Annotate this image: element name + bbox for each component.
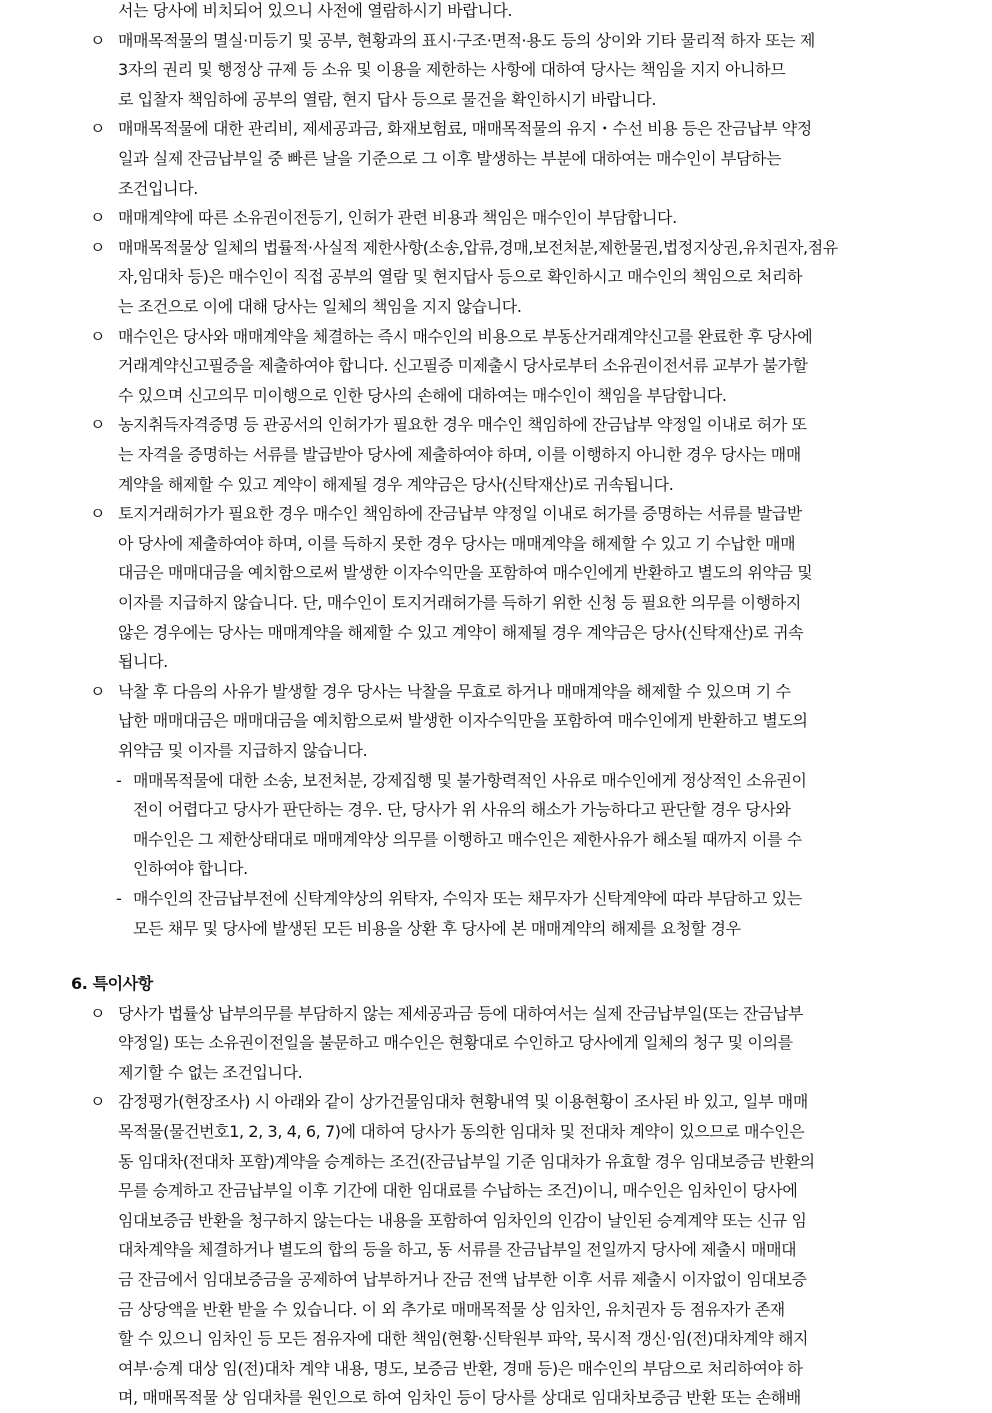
bullet-marker: ㅇ [90,326,106,346]
text-line: 수 있으며 신고의무 미이행으로 인한 당사의 손해에 대하여는 매수인이 책임을 부담합니다. [118,385,727,405]
text-line: 대금은 매매대금을 예치함으로써 발생한 이자수익만을 포함하여 매수인에게 반환하고 별도의 위약금 및 [118,563,813,583]
bullet-item: ㅇ 감정평가(현장조사) 시 아래와 같이 상가건물임대차 현황내역 및 이용현황이 조사된 바 있고, 일부 매매 [90,1087,808,1117]
bullet-marker: ㅇ [90,208,106,228]
text-line: 3자의 권리 및 행정상 규제 등 소유 및 이용을 제한하는 사항에 대하여 당사는 책임을 지지 아니하므 [118,60,786,80]
text-line: 약정일) 또는 소유권이전일을 불문하고 매수인은 현황대로 수인하고 당사에게 일체의 청구 및 이의를 [118,1033,793,1053]
text-line: 무를 승계하고 잔금납부일 이후 기간에 대한 임대료를 수납하는 조건)이니, 매수인은 임차인이 당사에 [118,1181,798,1201]
bullet-marker: ㅇ [90,119,106,139]
text-line: 모든 채무 및 당사에 발생된 모든 비용을 상환 후 당사에 본 매매계약의 해제를 요청할 경우 [133,918,741,938]
text-line: 대차계약을 체결하거나 별도의 합의 등을 하고, 동 서류를 잔금납부일 전일까지 당사에 제출시 매매대 [118,1240,797,1260]
text-line: 여부·승계 대상 임(전)대차 계약 내용, 명도, 보증금 반환, 경매 등)은 매수인의 부담으로 처리하여야 하 [118,1358,803,1378]
text-line: 는 자격을 증명하는 서류를 발급받아 당사에 제출하여야 하며, 이를 이행하지 아니한 경우 당사는 매매 [118,445,801,464]
dash-marker: - [116,889,122,908]
text-line: 이자를 지급하지 않습니다. 단, 매수인이 토지거래허가를 득하기 위한 신청 등 필요한 의무를 이행하지 [118,593,801,612]
bullet-item: ㅇ 매매목적물의 멸실·미등기 및 공부, 현황과의 표시·구조·면적·용도 등의 상이와 기타 물리적 하자 또는 제 [90,26,815,56]
bullet-marker: ㅇ [90,1092,106,1112]
bullet-marker: ㅇ [90,681,106,701]
bullet-item: ㅇ 매매목적물상 일체의 법률적·사실적 제한사항(소송,압류,경매,보전처분,제한물권,법정지상권,유치권자,점유 [90,233,838,263]
text-line: 자,임대차 등)은 매수인이 직접 공부의 열람 및 현지답사 등으로 확인하시고 매수인의 책임으로 처리하 [118,267,803,287]
text-line: 목적물(물건번호1, 2, 3, 4, 6, 7)에 대하여 당사가 동의한 임대차 및 전대차 계약이 있으므로 매수인은 [118,1122,805,1141]
text-line: 임대보증금 반환을 청구하지 않는다는 내용을 포함하여 임차인의 인감이 날인된 승계계약 또는 신규 임 [118,1210,807,1230]
text-line: 위약금 및 이자를 지급하지 않습니다. [118,741,368,760]
bullet-item: ㅇ 농지취득자격증명 등 관공서의 인허가가 필요한 경우 매수인 책임하에 잔금납부 약정일 이내로 허가 또 [90,410,807,440]
text-line: 조건입니다. [118,178,198,198]
dash-item: - 매매목적물에 대한 소송, 보전처분, 강제집행 및 불가항력적인 사유로 매수인에게 정상적인 소유권이 [116,766,807,796]
text-line: 거래계약신고필증을 제출하여야 합니다. 신고필증 미제출시 당사로부터 소유권이전서류 교부가 불가할 [118,356,808,376]
section-heading: 6. 특이사항 [71,974,153,993]
text-line: 금 상당액을 반환 받을 수 있습니다. 이 외 추가로 매매목적물 상 임차인, 유치권자 등 점유자가 존재 [118,1299,785,1319]
text-line: 금 잔금에서 임대보증금을 공제하여 납부하거나 잔금 전액 납부한 이후 서류 제출시 이자없이 임대보증 [118,1270,807,1289]
text-line: 할 수 있으니 임차인 등 모든 점유자에 대한 책임(현황·신탁원부 파악, 묵시적 갱신·임(전)대차계약 해지 [118,1329,809,1349]
text-line: 는 조건으로 이에 대해 당사는 일체의 책임을 지지 않습니다. [118,297,522,316]
bullet-marker: ㅇ [90,237,106,257]
bullet-item: ㅇ 낙찰 후 다음의 사유가 발생할 경우 당사는 낙찰을 무효로 하거나 매매계약을 해제할 수 있으며 기 수 [90,677,791,707]
text-line: 로 입찰자 책임하에 공부의 열람, 현지 답사 등으로 물건을 확인하시기 바랍니다. [118,89,657,109]
text-line: 납한 매매대금은 매매대금을 예치함으로써 발생한 이자수익만을 포함하여 매수인에게 반환하고 별도의 [118,711,808,731]
bullet-marker: ㅇ [90,504,106,524]
text-line: 서는 당사에 비치되어 있으니 사전에 열람하시기 바랍니다. [118,1,513,20]
dash-marker: - [116,770,122,790]
bullet-item: ㅇ 매수인은 당사와 매매계약을 체결하는 즉시 매수인의 비용으로 부동산거래계약신고를 완료한 후 당사에 [90,322,812,352]
text-line: 일과 실제 잔금납부일 중 빠른 날을 기준으로 그 이후 발생하는 부분에 대하여는 매수인이 부담하는 [118,149,782,168]
bullet-marker: ㅇ [90,1003,106,1023]
bullet-item: ㅇ 매매목적물에 대한 관리비, 제세공과금, 화재보험료, 매매목적물의 유지・수선 비용 등은 잔금납부 약정 [90,114,812,144]
text-line: 며, 매매목적물 상 임대차를 원인으로 하여 임차인 등이 당사를 상대로 임대차보증금 반환 또는 손해배 [118,1388,801,1408]
text-line: 됩니다. [118,652,168,672]
bullet-item: ㅇ 매매계약에 따른 소유권이전등기, 인허가 관련 비용과 책임은 매수인이 부담합니다. [90,203,677,233]
text-line: 인하여야 합니다. [133,859,248,879]
bullet-item: ㅇ 당사가 법률상 납부의무를 부담하지 않는 제세공과금 등에 대하여서는 실제 잔금납부일(또는 잔금납부 [90,999,803,1029]
text-line: 매수인은 그 제한상태대로 매매계약상 의무를 이행하고 매수인은 제한사유가 해소될 때까지 이를 수 [133,829,802,849]
text-line: 제기할 수 없는 조건입니다. [118,1062,303,1082]
bullet-item: ㅇ 토지거래허가가 필요한 경우 매수인 책임하에 잔금납부 약정일 이내로 허가를 증명하는 서류를 발급받 [90,499,802,529]
bullet-marker: ㅇ [90,415,106,435]
text-line: 않은 경우에는 당사는 매매계약을 해제할 수 있고 계약이 해제될 경우 계약금은 당사(신탁재산)로 귀속 [118,622,804,642]
text-line: 전이 어렵다고 당사가 판단하는 경우. 단, 당사가 위 사유의 해소가 가능하다고 판단할 경우 당사와 [133,800,791,820]
text-line: 동 임대차(전대차 포함)계약을 승계하는 조건(잔금납부일 기준 임대차가 유효할 경우 임대보증금 반환의 [118,1151,815,1171]
bullet-marker: ㅇ [90,30,106,50]
text-line: 계약을 해제할 수 있고 계약이 해제될 경우 계약금은 당사(신탁재산)로 귀속됩니다. [118,474,674,494]
dash-item: - 매수인의 잔금납부전에 신탁계약상의 위탁자, 수익자 또는 채무자가 신탁계약에 따라 부담하고 있는 [116,884,802,914]
text-line: 아 당사에 제출하여야 하며, 이를 득하지 못한 경우 당사는 매매계약을 해제할 수 있고 기 수납한 매매 [118,533,796,553]
